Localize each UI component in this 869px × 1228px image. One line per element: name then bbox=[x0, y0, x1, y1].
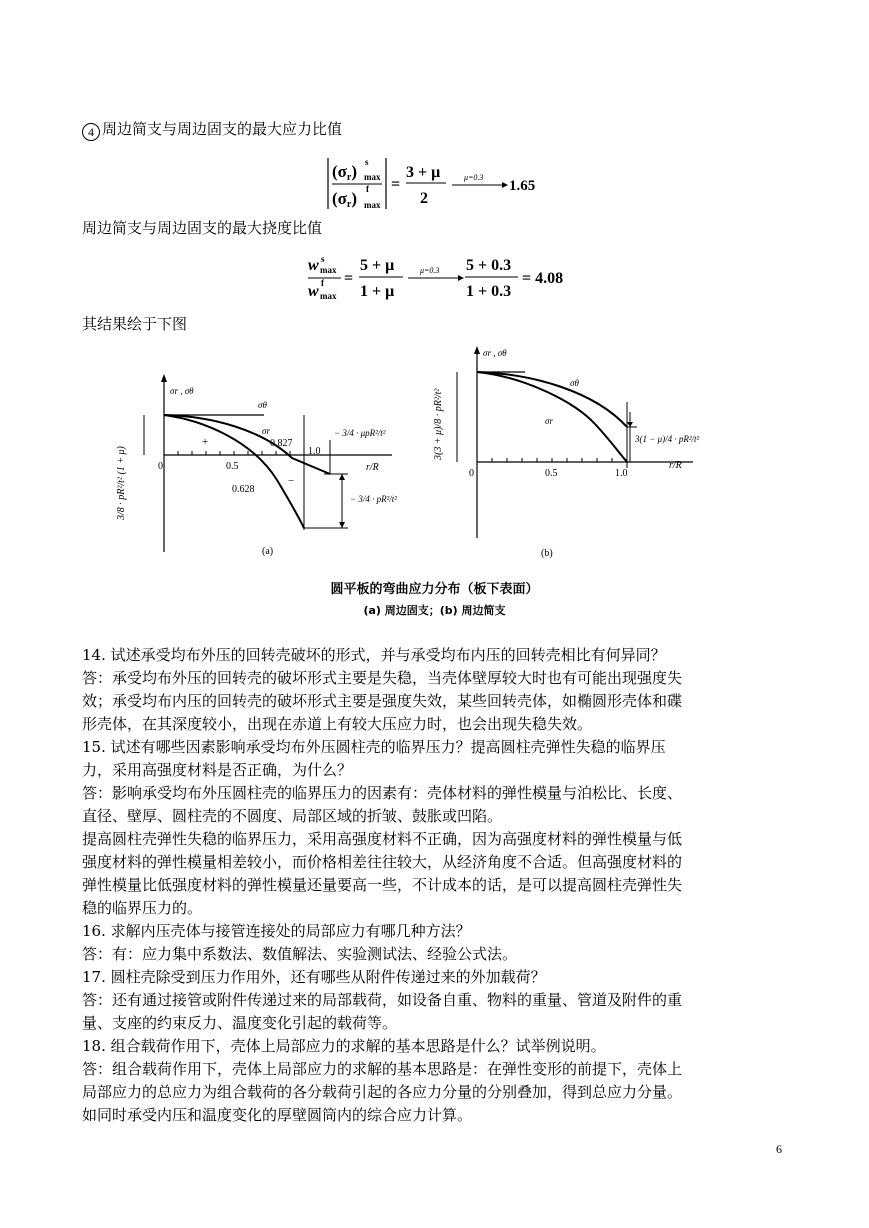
svg-text:w: w bbox=[308, 283, 319, 300]
svg-text:1.0: 1.0 bbox=[308, 446, 321, 457]
svg-text:max: max bbox=[320, 291, 337, 301]
qa-line: 16. 求解内压壳体与接管连接处的局部应力有哪几种方法？ bbox=[82, 922, 471, 940]
svg-text:w: w bbox=[308, 257, 319, 274]
qa-line: 效；承受均布内压的回转壳的破坏形式主要是强度失效，某些回转壳体，如椭圆形壳体和碟 bbox=[82, 692, 683, 710]
figure-subtitle: (a) 周边固支；(b) 周边简支 bbox=[363, 604, 506, 617]
svg-text:− 3/4 · pR²/t²: − 3/4 · pR²/t² bbox=[350, 494, 397, 504]
item4-line bbox=[82, 120, 342, 141]
svg-text:(σr): (σr) bbox=[332, 162, 358, 183]
svg-text:− 3/4 · μpR²/t²: − 3/4 · μpR²/t² bbox=[334, 428, 386, 438]
figure-b bbox=[425, 342, 725, 568]
svg-text:f: f bbox=[366, 184, 369, 194]
svg-text:5 + μ: 5 + μ bbox=[360, 257, 395, 274]
qa-line: 14. 试述承受均布外压的回转壳破坏的形式，并与承受均布内压的回转壳相比有何异同？ bbox=[82, 646, 666, 664]
svg-text:s: s bbox=[365, 157, 369, 167]
svg-text:−: − bbox=[288, 475, 295, 487]
figure-a bbox=[112, 370, 412, 570]
page-number: 6 bbox=[776, 1142, 782, 1156]
circled-number: 4 bbox=[82, 123, 100, 141]
svg-text:(b): (b) bbox=[541, 548, 553, 559]
qa-line: 答：承受均布外压的回转壳的破坏形式主要是失稳，当壳体壁厚较大时也有可能出现强度失 bbox=[82, 669, 683, 687]
svg-text:r/R: r/R bbox=[366, 462, 379, 473]
svg-text:s: s bbox=[321, 254, 325, 264]
svg-text:σθ: σθ bbox=[570, 378, 579, 388]
qa-line: 18. 组合载荷作用下，壳体上局部应力的求解的基本思路是什么？试举例说明。 bbox=[82, 1037, 606, 1055]
svg-text:μ=0.3: μ=0.3 bbox=[420, 266, 440, 275]
qa-line: 强度材料的弹性模量相差较小，而价格相差往往较大，从经济角度不合适。但高强度材料的 bbox=[82, 853, 683, 871]
svg-text:2: 2 bbox=[420, 190, 428, 207]
svg-text:0.5: 0.5 bbox=[545, 468, 558, 479]
svg-text:r/R: r/R bbox=[669, 460, 682, 471]
svg-text:σr: σr bbox=[545, 416, 553, 426]
qa-line: 答：还有通过接管或附件传递过来的局部载荷，如设备自重、物料的重量、管道及附件的重 bbox=[82, 991, 683, 1009]
qa-line: 形壳体，在其深度较小，出现在赤道上有较大压应力时，也会出现失稳失效。 bbox=[82, 715, 593, 733]
svg-text:0.827: 0.827 bbox=[270, 438, 293, 449]
svg-text:= 4.08: = 4.08 bbox=[522, 270, 564, 287]
svg-text:1 + μ: 1 + μ bbox=[360, 283, 395, 300]
deflection-ratio-equation bbox=[306, 250, 586, 302]
figure-title: 圆平板的弯曲应力分布（板下表面） bbox=[330, 582, 539, 597]
svg-text:+: + bbox=[202, 436, 209, 448]
stress-ratio-equation bbox=[326, 155, 546, 215]
svg-text:(σr): (σr) bbox=[332, 189, 358, 210]
svg-text:1.0: 1.0 bbox=[615, 468, 628, 479]
qa-line: 稳的临界压力的。 bbox=[82, 899, 203, 917]
svg-text:3 + μ: 3 + μ bbox=[406, 164, 441, 181]
svg-text:3(1 − μ)/4 · pR²/t²: 3(1 − μ)/4 · pR²/t² bbox=[635, 434, 700, 444]
svg-text:0.5: 0.5 bbox=[226, 461, 239, 472]
qa-line: 17. 圆柱壳除受到压力作用外，还有哪些从附件传递过来的外加载荷？ bbox=[82, 968, 546, 986]
qa-line: 如同时承受内压和温度变化的厚壁圆筒内的综合应力计算。 bbox=[82, 1106, 473, 1124]
qa-line: 弹性模量比低强度材料的弹性模量还量要高一些，不计成本的话，是可以提高圆柱壳弹性失 bbox=[82, 876, 683, 894]
svg-text:=: = bbox=[391, 176, 401, 193]
figure-b-plot bbox=[425, 342, 725, 568]
qa-line: 答：影响承受均布外压圆柱壳的临界压力的因素有：壳体材料的弹性模量与泊松比、长度、 bbox=[82, 784, 683, 802]
svg-text:1.65: 1.65 bbox=[509, 178, 536, 194]
deflection-ratio-svg bbox=[306, 250, 586, 302]
figure-intro: 其结果绘于下图 bbox=[82, 315, 188, 333]
svg-text:σr , σθ: σr , σθ bbox=[170, 386, 194, 396]
stress-ratio-svg bbox=[326, 155, 546, 215]
svg-text:1 + 0.3: 1 + 0.3 bbox=[466, 283, 512, 300]
svg-text:3/8 · pR²/t² (1 + μ): 3/8 · pR²/t² (1 + μ) bbox=[116, 446, 127, 520]
svg-text:max: max bbox=[364, 172, 381, 182]
item4-text: 周边简支与周边固支的最大应力比值 bbox=[102, 120, 343, 138]
svg-text:max: max bbox=[320, 265, 337, 275]
svg-text:μ=0.3: μ=0.3 bbox=[464, 173, 484, 182]
qa-line: 15. 试述有哪些因素影响承受均布外压圆柱壳的临界压力？提高圆柱壳弹性失稳的临界压 bbox=[82, 738, 666, 756]
svg-text:3(3 + μ)/8 · pR²/t²: 3(3 + μ)/8 · pR²/t² bbox=[433, 388, 444, 460]
deflection-intro: 周边简支与周边固支的最大挠度比值 bbox=[82, 219, 323, 237]
svg-text:max: max bbox=[364, 200, 381, 210]
qa-line: 答：有：应力集中系数法、数值解法、实验测试法、经验公式法。 bbox=[82, 945, 518, 963]
svg-text:5 + 0.3: 5 + 0.3 bbox=[466, 257, 512, 274]
figure-a-plot bbox=[112, 370, 412, 570]
svg-text:σr: σr bbox=[262, 426, 270, 436]
qa-line: 局部应力的总应力为组合载荷的各分载荷引起的各应力分量的分别叠加，得到总应力分量。 bbox=[82, 1083, 683, 1101]
svg-text:0: 0 bbox=[158, 461, 163, 472]
qa-line: 提高圆柱壳弹性失稳的临界压力，采用高强度材料不正确，因为高强度材料的弹性模量与低 bbox=[82, 830, 683, 848]
qa-line: 力，采用高强度材料是否正确，为什么？ bbox=[82, 761, 353, 779]
svg-text:(a): (a) bbox=[262, 546, 274, 557]
svg-text:0.628: 0.628 bbox=[232, 484, 255, 495]
svg-text:σθ: σθ bbox=[258, 400, 267, 410]
svg-text:σr , σθ: σr , σθ bbox=[483, 348, 507, 358]
svg-text:f: f bbox=[321, 278, 324, 288]
svg-text:0: 0 bbox=[469, 468, 474, 479]
qa-line: 直径、壁厚、圆柱壳的不圆度、局部区域的折皱、鼓胀或凹陷。 bbox=[82, 807, 503, 825]
qa-line: 答：组合载荷作用下，壳体上局部应力的求解的基本思路是：在弹性变形的前提下，壳体上 bbox=[82, 1060, 683, 1078]
qa-line: 量、支座的约束反力、温度变化引起的载荷等。 bbox=[82, 1014, 398, 1032]
svg-text:=: = bbox=[344, 270, 354, 287]
